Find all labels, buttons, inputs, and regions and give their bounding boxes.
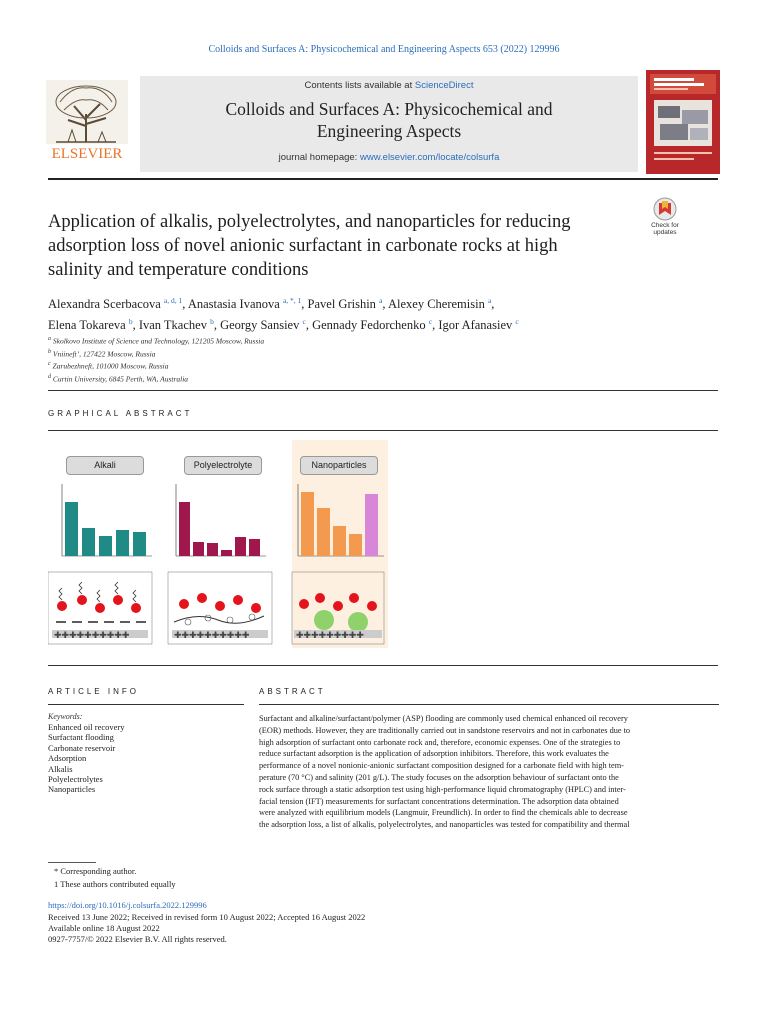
polyelectrolyte-bar: [193, 542, 204, 556]
author[interactable]: [48, 297, 182, 311]
section-divider: [48, 665, 718, 666]
affiliation-mark: b: [48, 348, 51, 355]
author-name: Alexey Cheremisin: [387, 297, 485, 312]
elsevier-logo: [46, 80, 128, 162]
author-affiliation-mark[interactable]: a: [487, 296, 492, 305]
footnote-text: Corresponding author.: [60, 866, 137, 876]
keyword-item: Alkalis: [48, 763, 73, 774]
author[interactable]: [188, 297, 301, 311]
nanoparticles-bar: [365, 494, 378, 556]
author-name: Elena Tokareva: [48, 318, 126, 333]
svg-text:✚✚✚✚✚✚✚✚✚: ✚✚✚✚✚✚✚✚✚: [296, 630, 364, 640]
abstract-heading: ABSTRACT: [259, 687, 326, 696]
check-for-updates-button[interactable]: [648, 196, 682, 236]
alkali-bar: [133, 532, 146, 556]
article-info-divider: [48, 704, 244, 705]
sciencedirect-link[interactable]: ScienceDirect: [414, 80, 474, 91]
author[interactable]: [438, 318, 518, 332]
author-name: Igor Afanasiev: [438, 318, 513, 333]
affiliation: [48, 359, 548, 372]
available-online: Available online 18 August 2022: [48, 923, 160, 934]
keyword-item: Adsorption: [48, 753, 87, 764]
nanoparticles-bar: [301, 492, 314, 556]
abstract-divider: [259, 704, 719, 705]
affiliation-list: [48, 334, 548, 384]
contents-prefix: Contents lists available at: [304, 80, 415, 91]
received-dates: Received 13 June 2022; Received in revised form 10 August 2022; Accepted 16 August 2022: [48, 912, 366, 922]
article-info-heading: ARTICLE INFO: [48, 687, 139, 696]
affiliation-text: Vniineft’, 127422 Moscow, Russia: [52, 349, 156, 358]
footnote: 1 These authors contributed equally: [54, 879, 176, 889]
author-affiliation-mark[interactable]: c: [302, 317, 306, 327]
author-name: Gennady Fedorchenko: [312, 318, 426, 333]
svg-text:✚✚✚✚✚✚✚✚✚✚: ✚✚✚✚✚✚✚✚✚✚: [174, 630, 250, 640]
alkali-bar: [99, 536, 112, 556]
contents-available: [140, 80, 638, 91]
affiliation: [48, 347, 548, 360]
journal-title-line: Colloids and Surfaces A: Physicochemical and: [225, 99, 553, 119]
author[interactable]: [308, 297, 383, 311]
author-affiliation-mark[interactable]: a, *, 1: [282, 296, 302, 305]
title-line: adsorption loss of novel anionic surfactant in carbonate rocks at high: [48, 236, 558, 256]
elsevier-wordmark: ELSEVIER: [51, 146, 123, 162]
author-affiliation-mark[interactable]: a, d, 1: [163, 296, 183, 305]
author-affiliation-mark[interactable]: c: [515, 317, 519, 327]
abstract-line: high adsorption of surfactant onto carbonate rock and, therefore, economic expenses. One of the strategies to: [259, 737, 621, 747]
alkali-bar: [82, 528, 95, 556]
title-line: salinity and temperature conditions: [48, 260, 309, 280]
nanoparticles-bar: [333, 526, 346, 556]
title-line: Application of alkalis, polyelectrolytes, and nanoparticles for reducing: [48, 212, 571, 232]
affiliation: [48, 334, 548, 347]
alkali-label: Alkali: [66, 456, 144, 475]
polyelectrolyte-bar: [235, 537, 246, 556]
nanoparticles-bar: [317, 508, 330, 556]
publication-dates: [48, 912, 365, 946]
journal-title-line: Engineering Aspects: [316, 121, 462, 141]
abstract-line: perature (70 °C) and salinity (201 g/L). The study focuses on the adsorption behaviour of surfactant onto the: [259, 772, 619, 782]
journal-citation[interactable]: Colloids and Surfaces A: Physicochemical and Engineering Aspects 653 (2022) 129996: [208, 44, 560, 55]
polyelectrolyte-bar: [179, 502, 190, 556]
abstract-line: were analyzed with equilibrium models (Langmuir, Freundlich). In order to find the chemicals able to decrease: [259, 808, 628, 818]
affiliation-text: Curtin University, 6845 Perth, WA, Australia: [52, 374, 189, 383]
keyword-item: Enhanced oil recovery: [48, 722, 125, 732]
author[interactable]: [139, 318, 214, 332]
affiliation-mark: d: [48, 373, 51, 380]
author-affiliation-mark[interactable]: c: [428, 317, 433, 327]
affiliation-text: Zarubezhneft, 101000 Moscow, Russia: [52, 361, 169, 371]
abstract-line: facial tension (IFT) measurements for surfactant concentrations determination. The adsorption data obtained: [259, 796, 619, 806]
nanoparticles-label: Nanoparticles: [300, 456, 378, 475]
journal-homepage: [140, 152, 638, 163]
polyelectrolyte-bar: [221, 550, 232, 556]
affiliation: [48, 372, 548, 385]
keyword-item: Nanoparticles: [48, 784, 96, 795]
abstract-line: the adsorption loss, a list of alkalis, polyelectrolytes, and nanoparticles was tested for compatibility and thermal: [259, 820, 630, 830]
graphical-abstract-heading: GRAPHICAL ABSTRACT: [48, 409, 193, 418]
author-name: Georgy Sansiev: [220, 318, 300, 333]
article-title: [48, 210, 618, 282]
check-updates-label: Check for: [651, 222, 679, 229]
affiliation-text: Skolkovo Institute of Science and Technology, 121205 Moscow, Russia: [52, 336, 265, 346]
alkali-bar: [116, 530, 129, 556]
polyelectrolyte-label: Polyelectrolyte: [184, 456, 262, 475]
author[interactable]: [220, 318, 306, 332]
author-affiliation-mark[interactable]: b: [210, 317, 214, 327]
section-divider: [48, 430, 718, 431]
copyright-notice: 0927-7757/© 2022 Elsevier B.V. All rights reserved.: [48, 934, 227, 945]
keyword-list: [48, 722, 124, 795]
journal-cover-image[interactable]: [646, 70, 720, 174]
author-name: Ivan Tkachev: [138, 318, 207, 333]
doi-link[interactable]: https://doi.org/10.1016/j.colsurfa.2022.129996: [48, 900, 207, 910]
author[interactable]: [312, 318, 432, 332]
affiliation-mark: c: [48, 361, 51, 367]
abstract-line: performance of a novel nonionic-anionic surfactant composition designed for a carbonate field with high tem-: [259, 761, 624, 771]
journal-title: [140, 98, 638, 142]
check-updates-label: updates: [653, 229, 677, 236]
section-divider: [48, 390, 718, 391]
author-name: Anastasia Ivanova: [187, 297, 280, 312]
footnote-text: These authors contributed equally: [60, 879, 176, 889]
header-divider: [48, 178, 718, 180]
keywords-label: Keywords:: [48, 712, 83, 721]
homepage-prefix: journal homepage:: [278, 152, 360, 163]
footnote-divider: [48, 862, 96, 863]
graphical-abstract-figure[interactable]: [48, 440, 388, 650]
alkali-bar: [65, 502, 78, 556]
author-name: Pavel Grishin: [307, 297, 376, 312]
author-affiliation-mark[interactable]: b: [128, 317, 133, 327]
svg-text:✚✚✚✚✚✚✚✚✚✚: ✚✚✚✚✚✚✚✚✚✚: [54, 630, 130, 640]
keyword-item: Carbonate reservoir: [48, 742, 116, 753]
affiliation-mark: a: [48, 336, 51, 342]
abstract-text: [259, 713, 719, 831]
polyelectrolyte-bar: [249, 539, 260, 556]
author[interactable]: [48, 318, 133, 332]
nanoparticles-bar: [349, 534, 362, 556]
author[interactable]: [388, 297, 491, 311]
footnote: * Corresponding author.: [54, 866, 137, 876]
abstract-line: Surfactant and alkaline/surfactant/polymer (ASP) flooding are commonly used chemical enhanced oil recovery: [259, 714, 628, 723]
author-name: Alexandra Scerbacova: [48, 297, 161, 312]
homepage-link[interactable]: www.elsevier.com/locate/colsurfa: [359, 152, 500, 163]
keyword-item: Polyelectrolytes: [48, 774, 103, 785]
author-affiliation-mark[interactable]: a: [379, 296, 383, 305]
abstract-line: (EOR) methods. However, they are traditionally carried out in sandstone reservoirs and not in carbonates due to: [259, 725, 631, 735]
polyelectrolyte-bar: [207, 543, 218, 556]
abstract-line: rock surface through a static adsorption test using high-performance liquid chromatography (HPLC) and inter-: [259, 784, 626, 794]
abstract-line: reduce surfactant adsorption is the application of adsorption inhibitors. Therefore, this work evaluates the: [259, 749, 609, 759]
keyword-item: Surfactant flooding: [48, 732, 114, 743]
author-list: Alexandra Scerbacova $^{a, d, 1}$, Anastasia Ivanova $^{a, *, 1}$, Pavel Grishin $^a$, Alexey Cheremisin $^a$, Elena Tokareva $^b$, Ivan Tkachev $^b$, Georgy Sansiev $^c$, Gennady Fedorchenko $^c$, Igor Afanasiev $^c$: [48, 296, 519, 333]
